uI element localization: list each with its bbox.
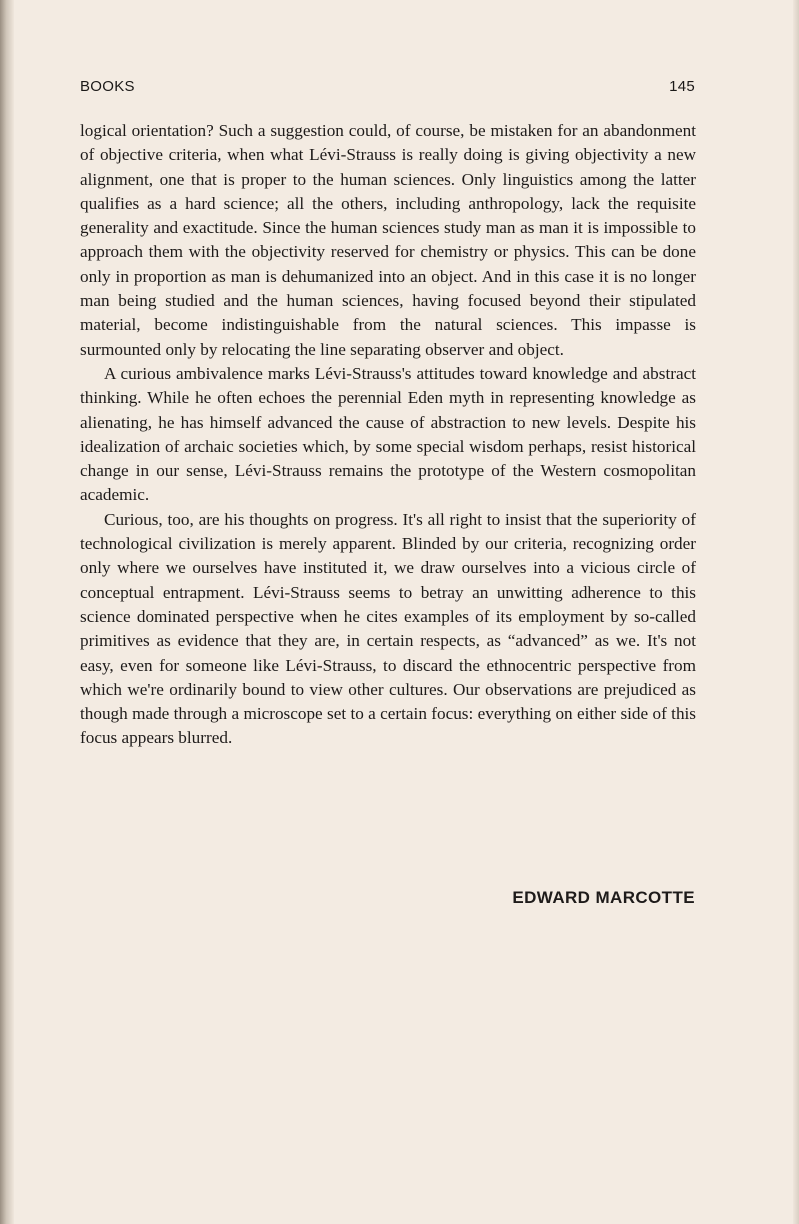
article-body bbox=[80, 119, 696, 751]
page-right-edge bbox=[793, 0, 799, 1224]
section-title: BOOKS bbox=[80, 78, 135, 95]
page-number: 145 bbox=[669, 78, 695, 95]
paragraph-2: A curious ambivalence marks Lévi-Strauss's attitudes toward knowledge and abstract thinking. While he often echoes the perennial Eden myth in representing knowledge as alienating, he has himself advanced the cause of abstraction to new levels. Despite his idealization of archaic societies which, by some special wisdom perhaps, resist historical change in our sense, Lévi-Strauss remains the prototype of the Western cosmopolitan academic. bbox=[80, 363, 696, 505]
author-byline: EDWARD MARCOTTE bbox=[512, 888, 695, 907]
paragraph-1: logical orientation? Such a suggestion could, of course, be mistaken for an abandonment of objective criteria, when what Lévi-Strauss is really doing is giving objectivity a new alignment, one that is proper to the human sciences. Only linguistics among the latter qualifies as a hard science; all the others, including anthropology, lack the requisite generality and exactitude. Since the human sciences study man as man it is impossible to approach them with the objectivity reserved for chemistry or physics. This can be done only in proportion as man is dehumanized into an object. And in this case it is no longer man being studied and the human sciences, having focused beyond their stipulated material, become indistinguishable from the natural sciences. This impasse is surmounted only by relocating the line separating observer and object. bbox=[80, 121, 696, 359]
running-header bbox=[80, 78, 695, 95]
paragraph-3: Curious, too, are his thoughts on progress. It's all right to insist that the superiority of technological civilization is merely apparent. Blinded by our criteria, recognizing order only where we ourselves have instituted it, we draw ourselves into a vicious circle of conceptual entrapment. Lévi-Strauss seems to betray an unwitting adherence to this science dominated perspective when he cites examples of its employment by so-called primitives as evidence that they are, in certain respects, as “advanced” as we. It's not easy, even for someone like Lévi-Strauss, to discard the ethnocentric perspective from which we're ordinarily bound to view other cultures. Our observations are prejudiced as though made through a microscope set to a certain focus: everything on either side of this focus appears blurred. bbox=[80, 509, 696, 748]
book-gutter-edge bbox=[0, 0, 14, 1224]
